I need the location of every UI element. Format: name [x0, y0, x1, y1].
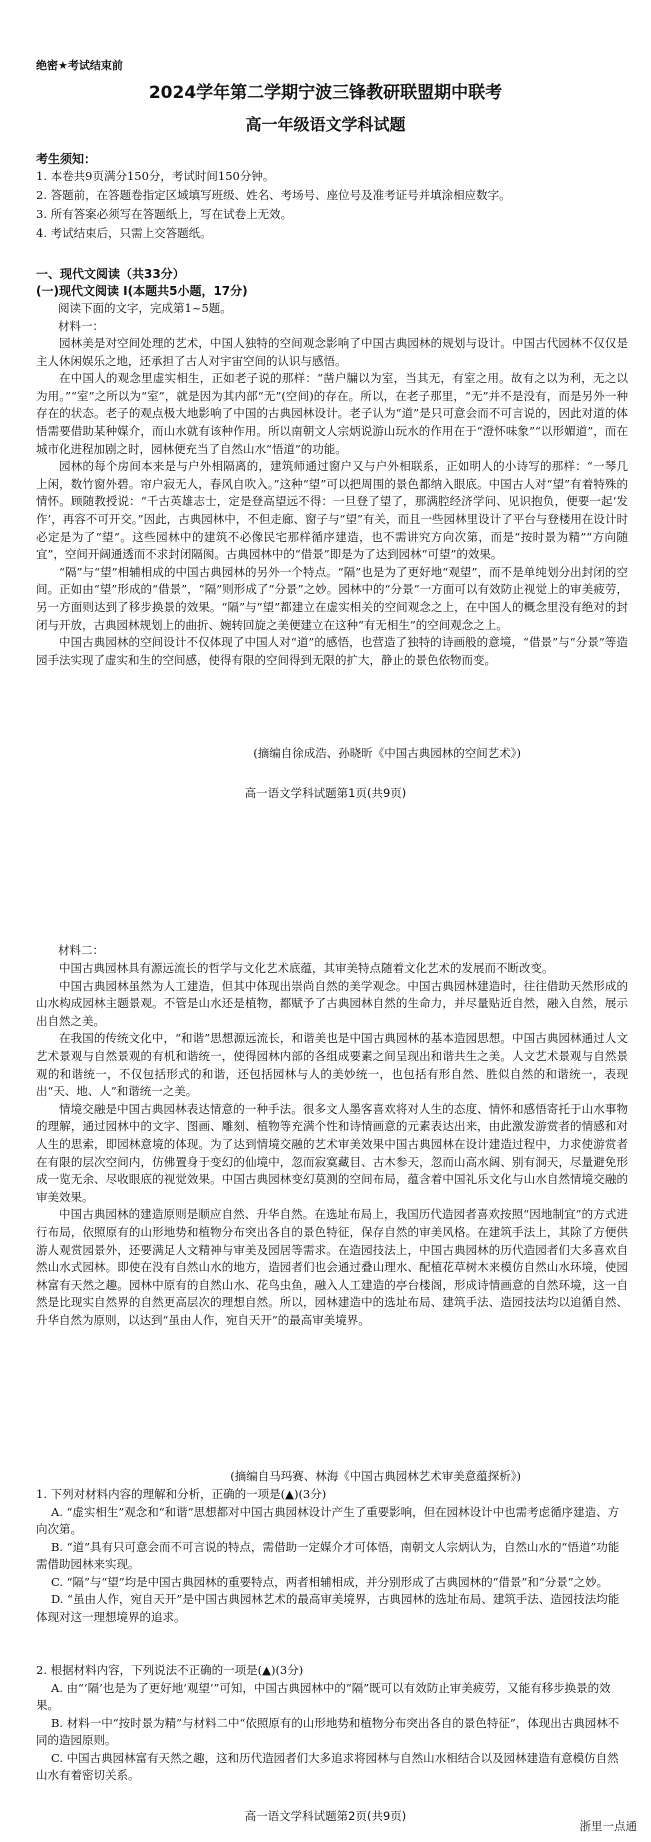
notice-item: 2. 答题前，在答题卷指定区域填写班级、姓名、考场号、座位号及准考证号并填涂相应数字。: [36, 188, 511, 202]
question-one: [36, 1486, 630, 1626]
paragraph: 园林的每个房间本来是与户外相隔离的，建筑师通过窗户又与户外相联系，正如明人的小诗写的那样：“一琴几上闲，数竹窗外碧。帘户寂无人，春风自吹入。”这种“望”可以把周围的景色都纳入眼底。中国古人对“望”有着特殊的情怀。顾随教授说：“千古英雄志士，定是登高望远不得：一旦登了望了，那满腔经济学问、见识抱负，便要一起‘发作’，再容不可开交。”因此，古典园林中，不但走廊、窗子与“望”有关，而且一些园林里设计了平台与登楼用在设计时必定是为了“望”。这些园林中的建筑不必像民宅那样循序建造，也不需讲究方向次第，而是“按时景为精”“方向随宜”，空间开阔通透而不求封闭隔阂。古典园林中的“借景”即是为了达到园林“可望”的效果。: [36, 459, 628, 562]
secret-mark: 绝密★考试结束前: [36, 59, 123, 72]
material-two-text: [36, 960, 628, 1329]
subsection-heading: (一)现代文阅读 I(本题共5小题，17分): [36, 284, 248, 298]
exam-title: 2024学年第二学期宁波三锋教研联盟期中联考: [148, 83, 503, 103]
answer-option: B. “道”具有只可意会而不可言说的特点，需借助一定媒介才可体悟，南朝文人宗炳认为，自然山水的“悟道”功能需借助园林来实现。: [36, 1539, 620, 1571]
answer-option: C. 中国古典园林富有天然之趣，这和历代造园者们大多追求将园林与自然山水相结合以及园林建造有意模仿自然山水有着密切关系。: [36, 1750, 619, 1782]
paragraph: 中国古典园林虽然为人工建造，但其中体现出崇尚自然的美学观念。中国古典园林建造时，往往借助天然形成的山水构成园林主题景观。不管是山水还是植物，都赋予了古典园林自然的生命力，并尽量贴近自然，融入自然，展示出自然之美。: [36, 978, 628, 1028]
notice-item: 1. 本卷共9页满分150分，考试时间150分钟。: [36, 169, 275, 183]
page-footer: 高一语文学科试题第1页(共9页): [244, 786, 407, 800]
paper-title: 高一年级语文学科试题: [245, 115, 406, 134]
answer-option: C. “隔”与“望”均是中国古典园林的重要特点，两者相辅相成，并分别形成了古典园林的“借景”和“分景”之妙。: [50, 1574, 609, 1589]
paragraph: “隔”与“望”相辅相成的中国古典园林的另外一个特点。“隔”也是为了更好地“观望”，而不是单纯划分出封闭的空间。正如由“望”形成的“借景”，“隔”则形成了“分景”之妙。园林中的“分景”一方面可以有效防止视觉上的审美疲劳，另一方面则达到了移步换景的效果。“隔”与“望”都建立在虚实相关的空间观念之上，在中国人的概念里没有绝对的封闭与开放，古典园林规划上的曲折、婉转回旋之美便建立在这种“有无相生”的空间观念之上。: [36, 564, 628, 632]
page-footer: 高一语文学科试题第2页(共9页): [244, 1809, 407, 1823]
paragraph: 在中国人的观念里虚实相生，正如老子说的那样：“凿户牖以为室，当其无，有室之用。故有之以为利，无之以为用。”“室”之所以为“室”，就是因为其内部“无”(空间)的存在。所以，在老子那里，“无”并不是没有，而是另外一种存在的状态。老子的观点极大地影响了中国的古典园林设计。老子认为“道”是只可意会而不可言说的，因此对道的体悟需要借助某种媒介，而山水就有该种作用。所以南朝文人宗炳说游山玩水的作用在于“澄怀味象”“以形媚道”，而在城市化进程加剧之时，园林便充当了自然山水“悟道”的功能。: [36, 371, 628, 456]
notice-heading: 考生须知：: [36, 152, 97, 166]
answer-option: B. 材料一中“按时景为精”与材料二中“依照原有的山形地势和植物分布突出各自的景色特征”，体现出古典园林不同的造园原则。: [36, 1715, 620, 1747]
material-two-source: (摘编自马玛赛、林海《中国古典园林艺术审美意蕴探析》): [230, 1469, 521, 1483]
material-label: 材料二：: [58, 943, 104, 957]
paragraph: 中国古典园林具有源远流长的哲学与文化艺术底蕴，其审美特点随着文化艺术的发展而不断改变。: [59, 961, 554, 975]
paragraph: 中国古典园林的建造原则是顺应自然、升华自然。在选址布局上，我国历代造园者喜欢按照“因地制宜”的方式进行布局，依照原有的山形地势和植物分布突出各自的景色特征，保存自然的审美风格。在建筑手法上，其除了方便供游人观赏园景外，还要满足人文精神与审美及园居等需求。在造园技法上，中国古典园林的历代造园者们大多喜欢自然山水式园林。即使在没有自然山水的地方，造园者们也会通过叠山理水、配植花草树木来模仿自然山水环境，使园林富有天然之趣。园林中原有的自然山水、花鸟虫鱼，融入人工建造的亭台楼阁，形成诗情画意的自然环境，这一自然是比现实自然界的自然更高层次的理想自然。所以，园林建造中的选址布局、建筑手法、造园技法均以追循自然、升华自然为原则，以达到“虽由人作，宛自天开”的最高审美境界。: [36, 1207, 628, 1327]
section-heading: 一、现代文阅读（共33分）: [36, 267, 185, 281]
watermark: 浙里一点通: [579, 1819, 637, 1833]
answer-option: D. “虽由人作，宛自天开”是中国古典园林艺术的最高审美境界，古典园林的选址布局、建筑手法、造园技法均能体现对这一理想境界的追求。: [36, 1592, 620, 1624]
question-stem: 1. 下列对材料内容的理解和分析，正确的一项是(▲)(3分): [36, 1487, 327, 1501]
answer-option: A. “虚实相生”观念和“和谐”思想都对中国古典园林设计产生了重要影响，但在园林设计中也需考虑循序建造、方向次第。: [36, 1504, 620, 1536]
reading-instruction: 阅读下面的文字，完成第1~5题。: [58, 301, 232, 315]
answer-option: A. 由“‘隔’也是为了更好地‘观望’”可知，中国古典园林中的“隔”既可以有效防止审美疲劳，又能有移步换景的效果。: [36, 1680, 611, 1712]
material-label: 材料一：: [58, 319, 104, 333]
question-two: [36, 1662, 630, 1785]
material-one-text: [36, 335, 628, 669]
notice-item: 4. 考试结束后，只需上交答题纸。: [36, 226, 212, 240]
material-one-source: (摘编自徐成浩、孙晓昕《中国古典园林的空间艺术》): [253, 746, 521, 760]
question-stem: 2. 根据材料内容，下列说法不正确的一项是(▲)(3分): [36, 1663, 304, 1677]
paragraph: 情境交融是中国古典园林表达情意的一种手法。很多文人墨客喜欢将对人生的态度、情怀和感悟寄托于山水事物的理解，通过园林中的文字、图画、雕刻、植物等充满个性和诗情画意的元素表达出来，由此激发游赏者的情感和对人生的思索，即园林意境的体现。为了达到情境交融的艺术审美效果中国古典园林在设计建造过程中，力求使游赏者在有限的层次空间内，仿佛置身于变幻的仙境中，忽而寂寞藏目、古木参天，忽而山高水阔、别有洞天，尽量避免形成一览无余、尽收眼底的视觉效果。中国古典园林变幻莫测的空间布局，蕴含着中国礼乐文化与山水自然情境交融的审美效果。: [36, 1101, 628, 1204]
paragraph: 在我国的传统文化中，“和谐”思想源远流长，和谐美也是中国古典园林的基本造园思想。中国古典园林通过人文艺术景观与自然景观的有机和谐统一，使得园林内部的各组成要素之间呈现出和谐共生之美。人文艺术景观与自然景观的和谐统一，不仅包括形式的和谐，还包括园林与人的美妙统一，也包括有形自然、胜似自然的和谐统一，表现出“天、地、人”和谐统一之美。: [36, 1031, 628, 1099]
notice-item: 3. 所有答案必须写在答题纸上，写在试卷上无效。: [36, 207, 293, 221]
paragraph: 中国古典园林的空间设计不仅体现了中国人对“道”的感悟，也营造了独特的诗画般的意境，“借景”与“分景”等造园手法实现了虚实和生的空间感，使得有限的空间得到无限的扩大，静止的景色依物而变。: [36, 635, 628, 667]
notice-list: [36, 168, 626, 244]
paragraph: 园林美是对空间处理的艺术，中国人独特的空间观念影响了中国古典园林的规划与设计。中国古代园林不仅仅是主人休闲娱乐之地，还承担了古人对宇宙空间的认识与感悟。: [36, 336, 628, 368]
